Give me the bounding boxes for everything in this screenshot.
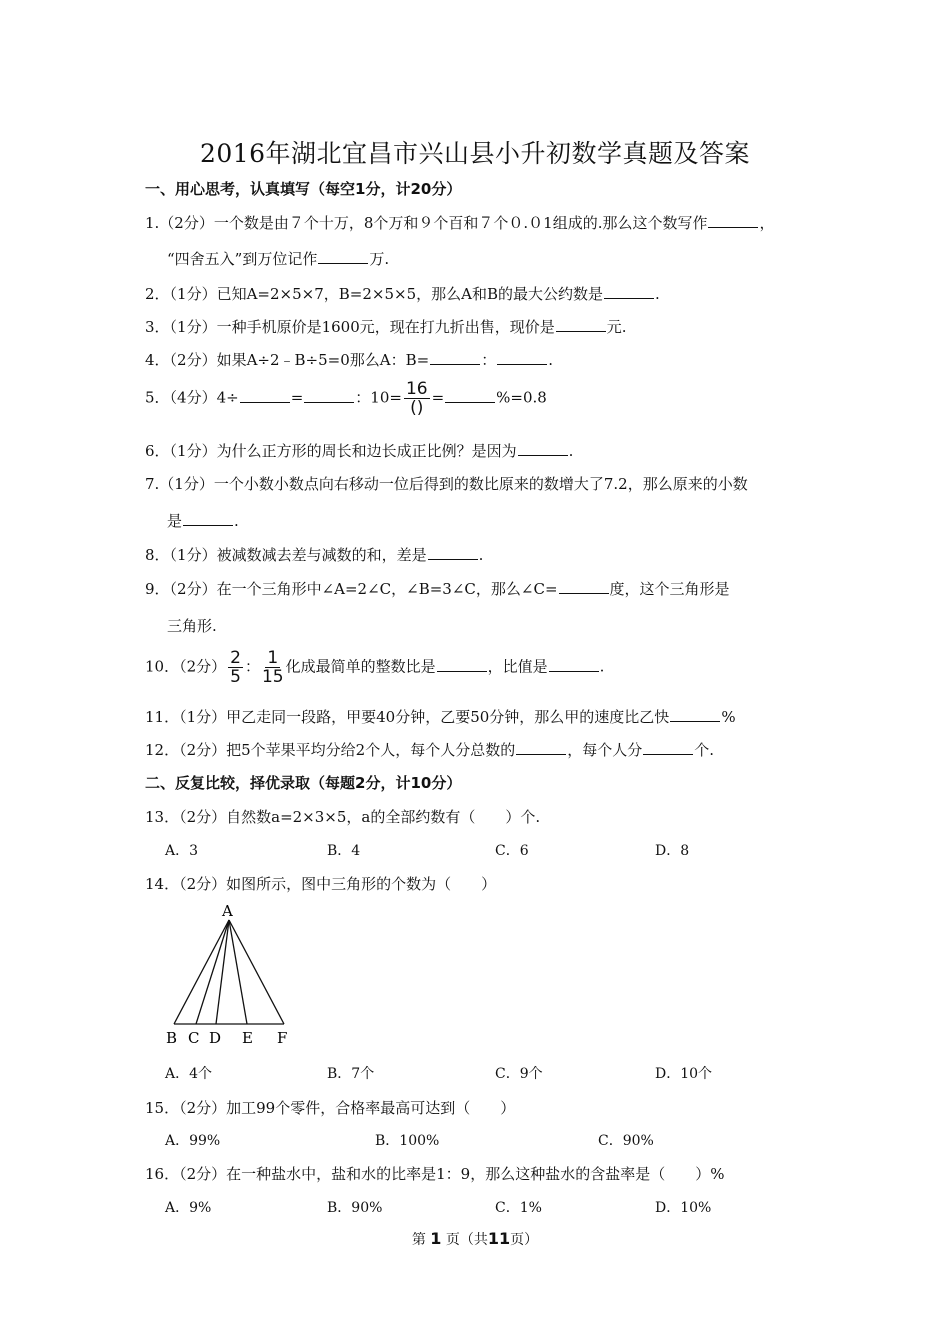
question-9-cont: 三角形. <box>167 617 217 635</box>
answer-blank <box>437 657 487 672</box>
answer-blank <box>518 441 568 456</box>
fraction: $\frac{16}{()}$ <box>405 379 428 418</box>
option-a: A．4个 <box>165 1066 213 1082</box>
answer-blank <box>445 388 495 403</box>
answer-blank <box>549 657 599 672</box>
option-b: B．100% <box>375 1133 440 1149</box>
answer-blank <box>559 579 609 594</box>
question-9: 9．（2分）在一个三角形中∠A=2∠C，∠B=3∠C，那么∠C= 度，这个三角形是 <box>145 580 730 598</box>
option-c: C．90% <box>598 1133 654 1149</box>
page-footer: 第 1 页（共11页） <box>411 1229 539 1248</box>
label-b: B <box>166 1029 178 1047</box>
answer-blank <box>318 249 368 264</box>
option-b: B．4 <box>327 843 361 859</box>
question-4: 4．（2分）如果A÷2﹣B÷5=0那么A：B= ： . <box>145 351 553 369</box>
question-14: 14．（2分）如图所示，图中三角形的个数为（ ） <box>145 875 497 893</box>
question-12: 12．（2分）把5个苹果平均分给2个人，每个人分总数的 ，每个人分 个. <box>145 741 715 759</box>
option-b: B．7个 <box>327 1066 375 1082</box>
question-1-cont: “四舍五入”到万位记作 万. <box>167 250 390 268</box>
answer-blank <box>240 388 290 403</box>
question-7: 7.（1分）一个小数小数点向右移动一位后得到的数比原来的数增大了7.2，那么原来的小数 <box>145 475 748 493</box>
option-d: D．10个 <box>655 1066 713 1082</box>
question-2: 2．（1分）已知A=2×5×7，B=2×5×5，那么A和B的最大公约数是 . <box>145 285 660 303</box>
option-a: A．99% <box>165 1133 221 1149</box>
question-10: 10．（2分） $\frac{2}{5}$ ： $\frac{1}{15}$ 化成最简单的整数比是 ，比值是 . <box>145 648 605 687</box>
question-16: 16．（2分）在一种盐水中，盐和水的比率是1：9，那么这种盐水的含盐率是（ ）% <box>145 1165 725 1183</box>
label-e: E <box>242 1029 253 1047</box>
question-3: 3．（1分）一种手机原价是1600元，现在打九折出售，现价是 元. <box>145 318 627 336</box>
document-title: 2016年湖北宜昌市兴山县小升初数学真题及答案 <box>199 139 751 168</box>
option-b: B．90% <box>327 1200 383 1216</box>
answer-blank <box>708 213 758 228</box>
option-a: A．3 <box>165 843 199 859</box>
page-total: 11 <box>487 1229 511 1248</box>
triangle-figure <box>160 900 300 1050</box>
question-7-cont: 是 . <box>167 512 239 530</box>
question-1: 1.（2分）一个数是由７个十万，8个万和９个百和７个０.０1组成的.那么这个数写作 ， <box>145 214 775 232</box>
answer-blank <box>556 317 606 332</box>
answer-blank <box>516 740 566 755</box>
label-a: A <box>222 902 233 920</box>
question-11: 11．（1分）甲乙走同一段路，甲要40分钟，乙要50分钟，那么甲的速度比乙快 % <box>145 708 736 726</box>
option-d: D．10% <box>655 1200 712 1216</box>
answer-blank <box>430 350 480 365</box>
label-c: C <box>188 1029 200 1047</box>
fraction: $\frac{2}{5}$ <box>230 648 241 687</box>
option-d: D．8 <box>655 843 690 859</box>
answer-blank <box>604 284 654 299</box>
question-5: 5．（4分）4÷ = ：10= $\frac{16}{()}$ = %=0.8 <box>145 379 547 418</box>
question-8: 8．（1分）被减数减去差与减数的和，差是 . <box>145 546 484 564</box>
label-d: D <box>209 1029 222 1047</box>
answer-blank <box>183 511 233 526</box>
answer-blank <box>643 740 693 755</box>
question-13: 13．（2分）自然数a=2×3×5，a的全部约数有（ ）个. <box>145 808 541 826</box>
option-c: C．6 <box>495 843 529 859</box>
section-heading-1: 一、用心思考，认真填写（每空1分，计20分） <box>145 180 462 198</box>
answer-blank <box>670 707 720 722</box>
answer-blank <box>304 388 354 403</box>
option-c: C．1% <box>495 1200 542 1216</box>
question-15: 15．（2分）加工99个零件，合格率最高可达到（ ） <box>145 1099 516 1117</box>
question-6: 6．（1分）为什么正方形的周长和边长成正比例？是因为 . <box>145 442 574 460</box>
option-a: A．9% <box>165 1200 212 1216</box>
fraction: $\frac{1}{15}$ <box>261 648 284 687</box>
answer-blank <box>497 350 547 365</box>
option-c: C．9个 <box>495 1066 543 1082</box>
answer-blank <box>428 545 478 560</box>
section-heading-2: 二、反复比较，择优录取（每题2分，计10分） <box>145 774 462 792</box>
page-number: 1 <box>430 1229 442 1248</box>
label-f: F <box>277 1029 288 1047</box>
